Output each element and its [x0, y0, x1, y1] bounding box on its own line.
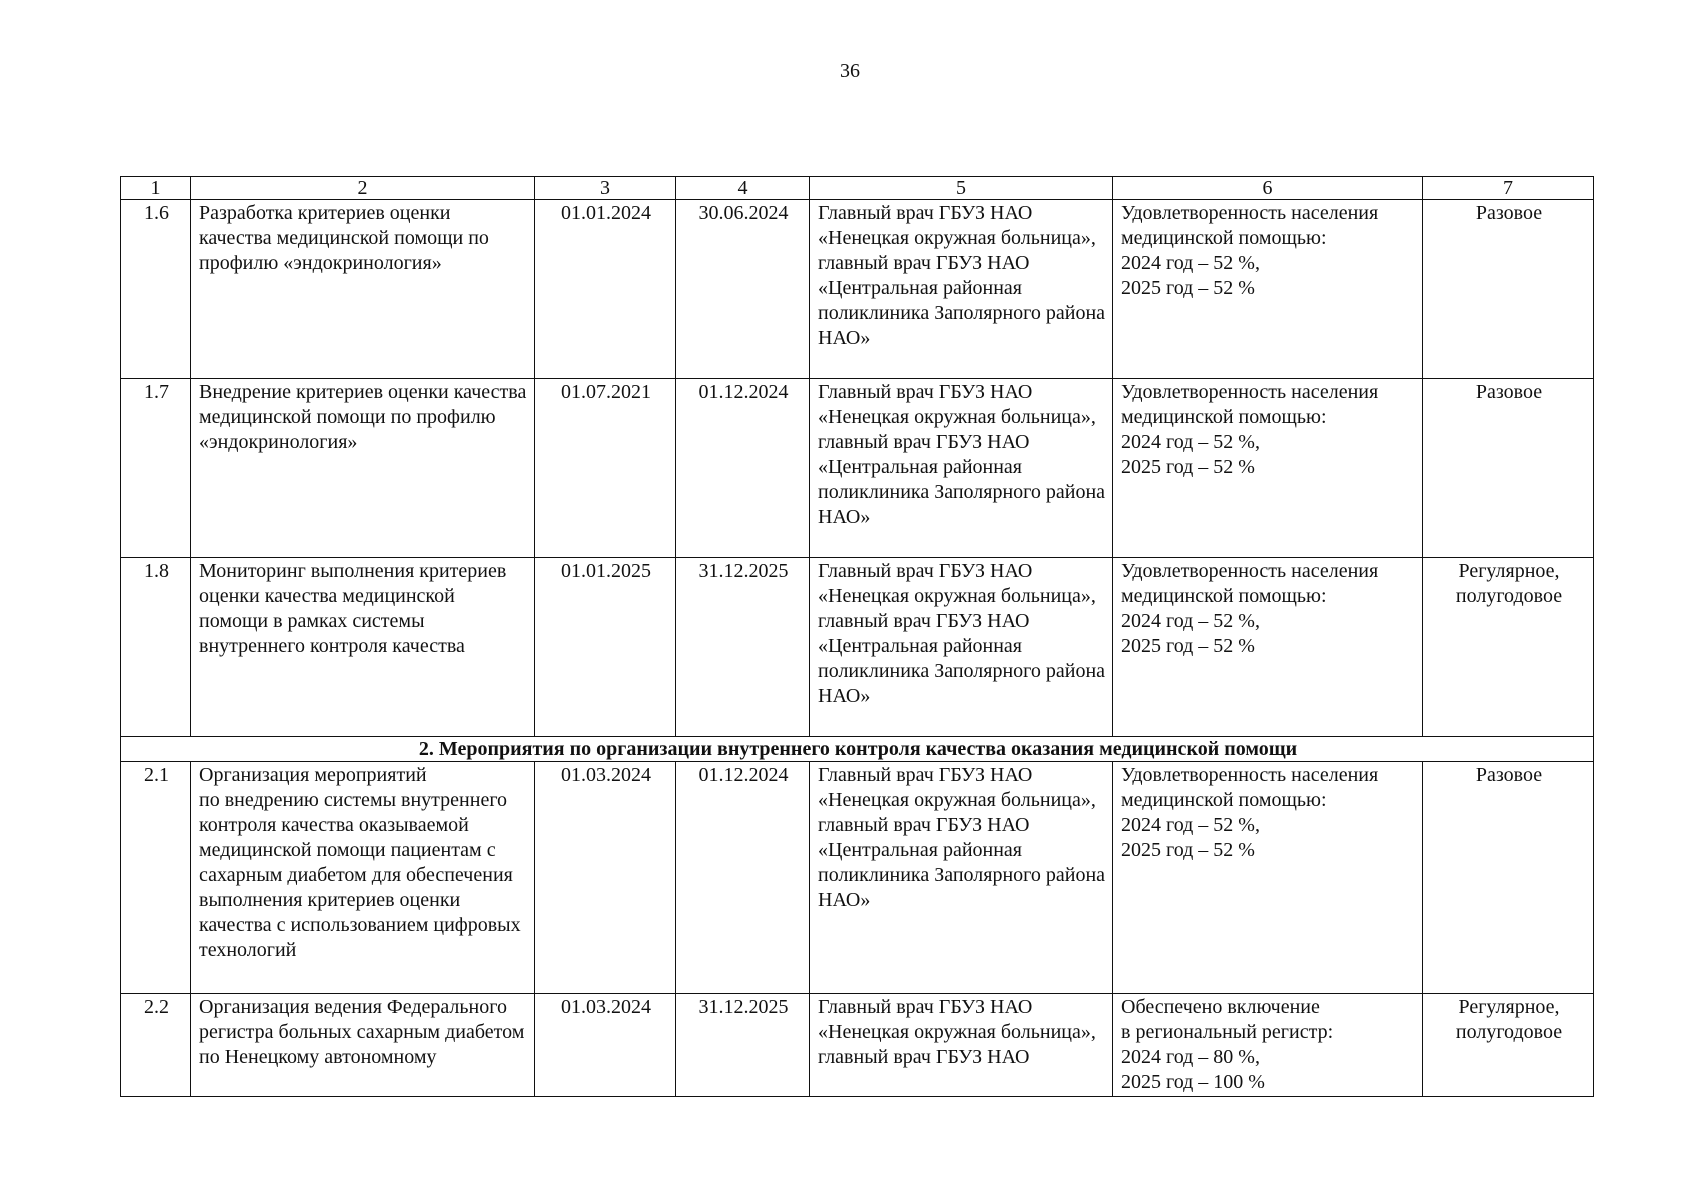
responsible-person: Главный врач ГБУЗ НАО «Ненецкая окружная больница», главный врач ГБУЗ НАО «Центральная районная поликлиника Заполярного района НАО»: [810, 558, 1113, 737]
expected-result: Обеспечено включение в региональный регистр: 2024 год – 80 %, 2025 год – 100 %: [1113, 994, 1423, 1097]
measure-type: Разовое: [1423, 379, 1594, 558]
column-number: 4: [676, 177, 810, 200]
end-date: 30.06.2024: [676, 200, 810, 379]
responsible-person: Главный врач ГБУЗ НАО «Ненецкая окружная больница», главный врач ГБУЗ НАО «Центральная районная поликлиника Заполярного района НАО»: [810, 379, 1113, 558]
column-number-row: [121, 177, 1594, 200]
table-row: [121, 762, 1594, 994]
end-date: 31.12.2025: [676, 558, 810, 737]
end-date: 01.12.2024: [676, 762, 810, 994]
page-number: 36: [840, 60, 860, 82]
column-number: 6: [1113, 177, 1423, 200]
expected-result: Удовлетворенность населения медицинской помощью: 2024 год – 52 %, 2025 год – 52 %: [1113, 200, 1423, 379]
end-date: 01.12.2024: [676, 379, 810, 558]
column-number: 2: [191, 177, 535, 200]
start-date: 01.01.2025: [535, 558, 676, 737]
column-number: 5: [810, 177, 1113, 200]
expected-result: Удовлетворенность населения медицинской помощью: 2024 год – 52 %, 2025 год – 52 %: [1113, 379, 1423, 558]
table-row: [121, 558, 1594, 737]
responsible-person: Главный врач ГБУЗ НАО «Ненецкая окружная больница», главный врач ГБУЗ НАО «Центральная районная поликлиника Заполярного района НАО»: [810, 200, 1113, 379]
measure-name: Организация мероприятий по внедрению системы внутреннего контроля качества оказываемой медицинской помощи пациентам с сахарным диабетом для обеспечения выполнения критериев оценки качества с использованием цифровых технологий: [191, 762, 535, 994]
start-date: 01.03.2024: [535, 762, 676, 994]
start-date: 01.03.2024: [535, 994, 676, 1097]
column-number: 3: [535, 177, 676, 200]
measure-type: Разовое: [1423, 200, 1594, 379]
table-row: [121, 200, 1594, 379]
row-number: 1.8: [121, 558, 191, 737]
row-number: 2.2: [121, 994, 191, 1097]
table-row: [121, 994, 1594, 1097]
section-title: 2. Мероприятия по организации внутреннего контроля качества оказания медицинской помощи: [121, 737, 1594, 762]
start-date: 01.07.2021: [535, 379, 676, 558]
measures-table: [120, 176, 1594, 1097]
measure-type: Регулярное, полугодовое: [1423, 994, 1594, 1097]
column-number: 1: [121, 177, 191, 200]
measure-name: Мониторинг выполнения критериев оценки качества медицинской помощи в рамках системы внутреннего контроля качества: [191, 558, 535, 737]
row-number: 1.6: [121, 200, 191, 379]
responsible-person: Главный врач ГБУЗ НАО «Ненецкая окружная больница», главный врач ГБУЗ НАО: [810, 994, 1113, 1097]
end-date: 31.12.2025: [676, 994, 810, 1097]
measure-name: Организация ведения Федерального регистра больных сахарным диабетом по Ненецкому автономному: [191, 994, 535, 1097]
measure-name: Внедрение критериев оценки качества медицинской помощи по профилю «эндокринология»: [191, 379, 535, 558]
expected-result: Удовлетворенность населения медицинской помощью: 2024 год – 52 %, 2025 год – 52 %: [1113, 558, 1423, 737]
measure-name: Разработка критериев оценки качества медицинской помощи по профилю «эндокринология»: [191, 200, 535, 379]
start-date: 01.01.2024: [535, 200, 676, 379]
expected-result: Удовлетворенность населения медицинской помощью: 2024 год – 52 %, 2025 год – 52 %: [1113, 762, 1423, 994]
responsible-person: Главный врач ГБУЗ НАО «Ненецкая окружная больница», главный врач ГБУЗ НАО «Центральная районная поликлиника Заполярного района НАО»: [810, 762, 1113, 994]
column-number: 7: [1423, 177, 1594, 200]
row-number: 2.1: [121, 762, 191, 994]
row-number: 1.7: [121, 379, 191, 558]
measure-type: Разовое: [1423, 762, 1594, 994]
section-heading-row: [121, 737, 1594, 762]
table-row: [121, 379, 1594, 558]
measure-type: Регулярное, полугодовое: [1423, 558, 1594, 737]
